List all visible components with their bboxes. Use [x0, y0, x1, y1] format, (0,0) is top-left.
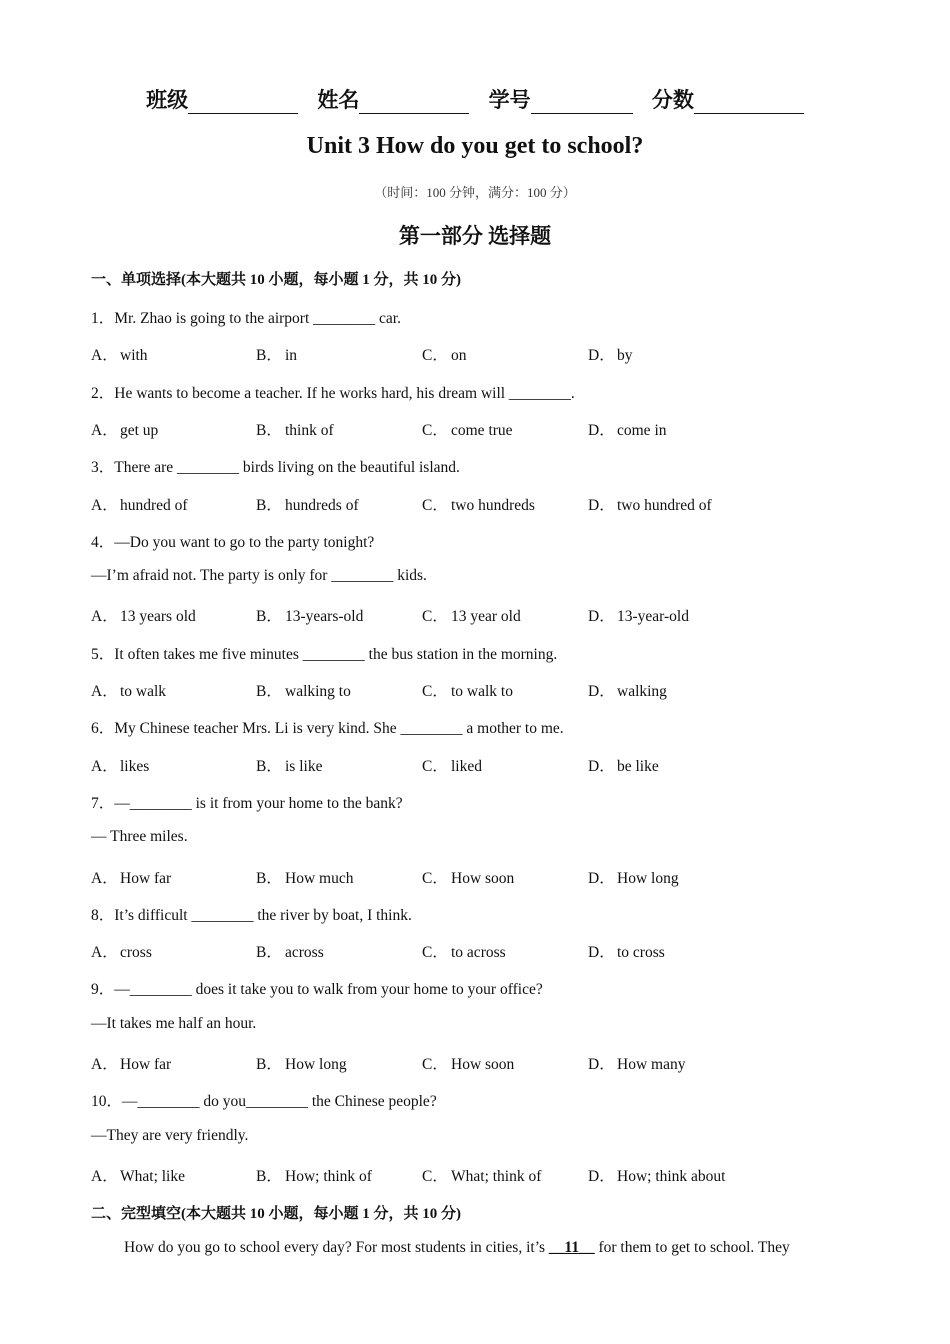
option-text: hundred of: [120, 496, 188, 514]
option-text: is like: [285, 757, 323, 775]
question-7-option-a[interactable]: [91, 866, 171, 888]
option-text: walking to: [285, 683, 351, 700]
option-text: How long: [617, 869, 679, 887]
option-letter: D．: [588, 757, 615, 775]
question-1-option-a[interactable]: [91, 343, 148, 365]
option-letter: A．: [91, 421, 118, 439]
option-text: on: [451, 347, 467, 365]
question-8-option-c[interactable]: [422, 940, 506, 962]
question-2-option-d[interactable]: [588, 418, 667, 440]
question-7-option-b[interactable]: [256, 866, 353, 888]
question-5-stem-line: 5．It often takes me five minutes ________ the bus station in the morning.: [91, 645, 558, 663]
option-text: How far: [120, 869, 172, 887]
option-letter: B．: [256, 496, 282, 514]
score-blank[interactable]: [694, 91, 804, 114]
class-field[interactable]: [146, 84, 298, 114]
question-1-option-d[interactable]: [588, 343, 633, 365]
question-10-option-c[interactable]: [422, 1164, 541, 1186]
question-4-stem-line: —I’m afraid not. The party is only for ________ kids.: [91, 567, 427, 585]
question-7-option-d[interactable]: [588, 866, 679, 888]
option-text: with: [120, 347, 148, 365]
option-letter: A．: [91, 944, 118, 962]
option-letter: B．: [256, 421, 282, 439]
name-blank[interactable]: [359, 91, 469, 114]
option-letter: A．: [91, 347, 118, 365]
question-3-option-b[interactable]: [256, 493, 359, 515]
student-info-header: [0, 84, 950, 114]
option-text: come true: [451, 421, 513, 439]
question-8-option-d[interactable]: [588, 940, 665, 962]
option-letter: B．: [256, 683, 282, 700]
question-5-option-a[interactable]: [91, 679, 166, 701]
option-letter: C．: [422, 944, 448, 962]
question-1-option-b[interactable]: [256, 343, 297, 365]
question-1-option-c[interactable]: [422, 343, 467, 365]
option-text: in: [285, 347, 298, 365]
question-10-option-b[interactable]: [256, 1164, 372, 1186]
option-text: to walk: [120, 683, 167, 700]
question-10-stem-line: 10．—________ do you________ the Chinese people?: [91, 1093, 437, 1111]
option-letter: C．: [422, 421, 448, 439]
question-9-option-c[interactable]: [422, 1052, 514, 1074]
option-text: How soon: [451, 869, 515, 887]
option-letter: C．: [422, 757, 448, 775]
passage-blank-11[interactable]: __11__: [548, 1239, 595, 1256]
option-text: likes: [120, 757, 150, 775]
option-text: come in: [617, 421, 667, 439]
option-letter: D．: [588, 421, 615, 439]
option-text: What; like: [120, 1167, 185, 1185]
option-letter: C．: [422, 1056, 448, 1073]
option-text: by: [617, 347, 633, 365]
option-letter: C．: [422, 869, 448, 887]
option-text: 13-years-old: [285, 608, 364, 626]
student-id-blank[interactable]: [531, 91, 633, 114]
option-letter: D．: [588, 944, 615, 962]
name-field[interactable]: [317, 84, 469, 114]
question-2-option-a[interactable]: [91, 418, 158, 440]
option-text: 13 year old: [451, 608, 521, 626]
question-10-option-a[interactable]: [91, 1164, 185, 1186]
score-field[interactable]: [652, 84, 804, 114]
option-letter: D．: [588, 347, 615, 365]
option-letter: D．: [588, 608, 615, 626]
option-letter: A．: [91, 608, 118, 626]
question-3-option-d[interactable]: [588, 493, 712, 515]
question-4-stem-line: 4．—Do you want to go to the party tonight?: [91, 533, 375, 551]
option-text: How much: [285, 869, 354, 887]
option-text: be like: [617, 757, 659, 775]
passage-before: How do you go to school every day? For most students in cities, it’s: [124, 1239, 549, 1256]
question-6-option-a[interactable]: [91, 754, 149, 776]
name-label: 姓名: [317, 88, 360, 112]
option-letter: A．: [91, 1167, 118, 1185]
option-letter: A．: [91, 1056, 118, 1073]
question-3-option-c[interactable]: [422, 493, 535, 515]
student-id-label: 学号: [488, 88, 531, 112]
question-9-option-d[interactable]: [588, 1052, 685, 1074]
option-text: to across: [451, 944, 506, 962]
question-10-option-d[interactable]: [588, 1164, 726, 1186]
option-text: cross: [120, 944, 152, 962]
question-8-option-b[interactable]: [256, 940, 324, 962]
option-text: across: [285, 944, 324, 962]
option-letter: C．: [422, 496, 448, 514]
option-text: How; think about: [617, 1167, 726, 1185]
option-letter: B．: [256, 944, 282, 962]
option-text: two hundred of: [617, 496, 712, 514]
option-letter: B．: [256, 608, 282, 626]
question-8-stem-line: 8．It’s difficult ________ the river by boat, I think.: [91, 906, 412, 924]
question-7-stem-line: 7．—________ is it from your home to the bank?: [91, 794, 403, 812]
option-letter: D．: [588, 869, 615, 887]
question-9-stem-line: —It takes me half an hour.: [91, 1014, 257, 1032]
passage-text: [124, 1239, 790, 1257]
question-10-stem-line: —They are very friendly.: [91, 1126, 249, 1144]
option-letter: C．: [422, 347, 448, 365]
question-6-option-d[interactable]: [588, 754, 659, 776]
option-text: 13 years old: [120, 608, 196, 626]
option-text: to walk to: [451, 683, 513, 700]
option-text: think of: [285, 421, 334, 439]
option-text: How soon: [451, 1056, 515, 1073]
option-text: What; think of: [451, 1167, 542, 1185]
option-letter: B．: [256, 869, 282, 887]
option-text: How long: [285, 1056, 347, 1073]
question-3-option-a[interactable]: [91, 493, 188, 515]
option-letter: D．: [588, 496, 615, 514]
option-letter: D．: [588, 1056, 615, 1073]
option-letter: C．: [422, 683, 448, 700]
option-text: two hundreds: [451, 496, 535, 514]
option-text: How far: [120, 1056, 172, 1073]
question-8-option-a[interactable]: [91, 940, 152, 962]
option-text: hundreds of: [285, 496, 359, 514]
question-5-option-b[interactable]: [256, 679, 351, 701]
question-4-option-c[interactable]: [422, 604, 521, 626]
question-9-option-a[interactable]: [91, 1052, 171, 1074]
option-letter: A．: [91, 496, 118, 514]
question-6-option-b[interactable]: [256, 754, 322, 776]
question-6-stem-line: 6．My Chinese teacher Mrs. Li is very kind. She ________ a mother to me.: [91, 720, 564, 738]
option-letter: A．: [91, 757, 118, 775]
option-letter: B．: [256, 757, 282, 775]
option-letter: D．: [588, 683, 615, 700]
question-2-option-b[interactable]: [256, 418, 334, 440]
option-letter: B．: [256, 347, 282, 365]
question-4-option-b[interactable]: [256, 604, 363, 626]
option-letter: A．: [91, 869, 118, 887]
option-text: walking: [617, 683, 667, 700]
question-2-option-c[interactable]: [422, 418, 513, 440]
question-7-option-c[interactable]: [422, 866, 514, 888]
option-text: liked: [451, 757, 482, 775]
option-text: How; think of: [285, 1167, 372, 1185]
page-title: Unit 3 How do you get to school?: [306, 133, 644, 159]
option-letter: D．: [588, 1167, 615, 1185]
question-4-option-a[interactable]: [91, 604, 196, 626]
option-text: to cross: [617, 944, 665, 962]
option-letter: B．: [256, 1056, 282, 1073]
exam-info: （时间：100 分钟，满分：100 分）: [374, 185, 576, 200]
option-letter: C．: [422, 608, 448, 626]
question-3-stem-line: 3．There are ________ birds living on the beautiful island.: [91, 459, 460, 477]
section-heading-1: 一、单项选择(本大题共 10 小题，每小题 1 分，共 10 分): [91, 272, 461, 288]
option-text: How many: [617, 1056, 686, 1073]
question-9-stem-line: 9．—________ does it take you to walk from your home to your office?: [91, 981, 543, 999]
option-letter: B．: [256, 1167, 282, 1185]
section-heading-2: 二、完型填空(本大题共 10 小题，每小题 1 分，共 10 分): [91, 1206, 461, 1222]
question-7-stem-line: — Three miles.: [91, 828, 188, 846]
option-letter: A．: [91, 683, 118, 700]
class-blank[interactable]: [188, 91, 298, 114]
question-9-option-b[interactable]: [256, 1052, 347, 1074]
question-6-option-c[interactable]: [422, 754, 482, 776]
passage-after: for them to get to school. They: [594, 1239, 790, 1256]
option-letter: C．: [422, 1167, 448, 1185]
option-text: 13-year-old: [617, 608, 689, 626]
question-1-stem-line: 1．Mr. Zhao is going to the airport ________ car.: [91, 310, 401, 327]
part-heading: 第一部分 选择题: [398, 224, 552, 248]
question-5-option-d[interactable]: [588, 679, 667, 701]
option-text: get up: [120, 421, 159, 439]
student-id-field[interactable]: [489, 84, 633, 114]
question-5-option-c[interactable]: [422, 679, 513, 701]
question-2-stem-line: 2．He wants to become a teacher. If he works hard, his dream will ________.: [91, 384, 575, 402]
question-4-option-d[interactable]: [588, 604, 689, 626]
class-label: 班级: [146, 88, 189, 112]
score-label: 分数: [651, 88, 694, 112]
